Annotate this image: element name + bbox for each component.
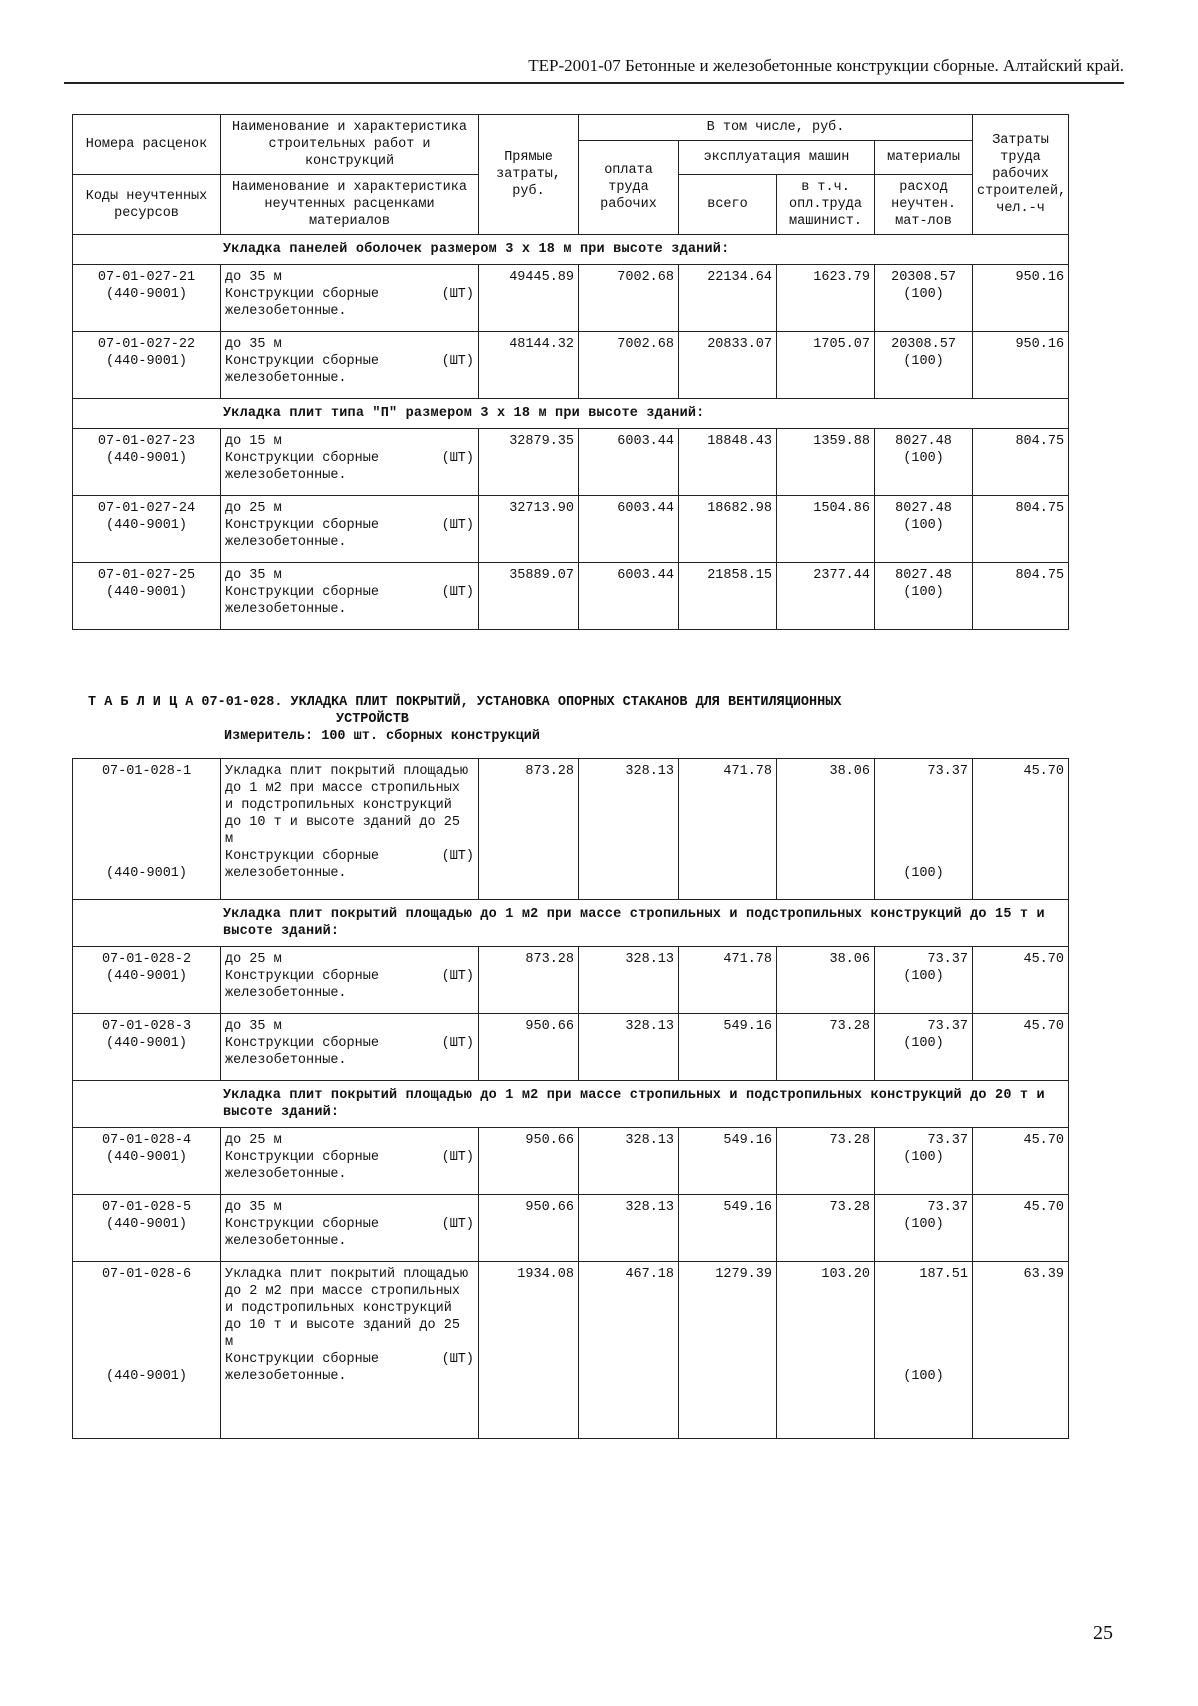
- rate-code: 07-01-028-4: [101, 1133, 192, 1148]
- table-row: [73, 1128, 1069, 1195]
- material-name: Конструкции сборные железобетонные.: [225, 1352, 379, 1384]
- labor-hours: 45.70: [973, 947, 1069, 1014]
- table-row: [73, 947, 1069, 1014]
- machines-total: 471.78: [679, 759, 777, 900]
- col-mach-all: всего: [679, 175, 777, 235]
- unit: (ШТ): [441, 1036, 474, 1051]
- resource-code: (440-9001): [105, 585, 187, 600]
- material-name: Конструкции сборные железобетонные.: [225, 451, 379, 483]
- section-heading: Укладка панелей оболочек размером 3 х 18 м при высоте зданий:: [73, 235, 1069, 265]
- resource-code: (440-9001): [105, 354, 187, 369]
- material-name: Конструкции сборные железобетонные.: [225, 354, 379, 386]
- material-qty: (100): [903, 354, 944, 369]
- labor-hours: 45.70: [973, 1014, 1069, 1081]
- machines-total: 21858.15: [679, 563, 777, 630]
- direct-cost: 950.66: [479, 1014, 579, 1081]
- labor-pay: 328.13: [579, 1014, 679, 1081]
- unit: (ШТ): [441, 518, 474, 533]
- material-name: Конструкции сборные железобетонные.: [225, 1036, 379, 1068]
- machines-operator: 103.20: [777, 1262, 875, 1439]
- unit: (ШТ): [441, 849, 474, 864]
- material-qty: (100): [903, 866, 944, 881]
- direct-cost: 35889.07: [479, 563, 579, 630]
- table-row: [73, 332, 1069, 399]
- direct-cost: 873.28: [479, 759, 579, 900]
- machines-operator: 1705.07: [777, 332, 875, 399]
- labor-pay: 6003.44: [579, 563, 679, 630]
- rates-table-028: [72, 758, 1069, 1439]
- caption-line-2: УСТРОЙСТВ: [336, 712, 409, 727]
- rate-code: 07-01-027-23: [97, 434, 196, 449]
- rate-code: 07-01-027-24: [97, 501, 196, 516]
- rates-table-027: [72, 114, 1069, 630]
- direct-cost: 950.66: [479, 1128, 579, 1195]
- machines-operator: 73.28: [777, 1128, 875, 1195]
- col-direct: Прямые затраты, руб.: [479, 115, 579, 235]
- caption-line-1: Т А Б Л И Ц А 07-01-028. УКЛАДКА ПЛИТ ПОКРЫТИЙ, УСТАНОВКА ОПОРНЫХ СТАКАНОВ ДЛЯ ВЕНТИЛЯЦИОННЫХ: [88, 695, 842, 710]
- table-caption: [88, 694, 1048, 745]
- labor-hours: 63.39: [973, 1262, 1069, 1439]
- resource-code: (440-9001): [105, 1150, 187, 1165]
- col-machines: эксплуатация машин: [679, 141, 875, 175]
- material-qty: (100): [903, 451, 944, 466]
- section-heading: Укладка плит типа "П" размером 3 х 18 м при высоте зданий:: [73, 399, 1069, 429]
- machines-total: 18848.43: [679, 429, 777, 496]
- col-name-top: Наименование и характеристика строительных работ и конструкций: [221, 115, 479, 175]
- machines-total: 20833.07: [679, 332, 777, 399]
- material-name: Конструкции сборные железобетонные.: [225, 1150, 379, 1182]
- machines-total: 549.16: [679, 1128, 777, 1195]
- unit: (ШТ): [441, 451, 474, 466]
- labor-hours: 804.75: [973, 429, 1069, 496]
- rate-code: 07-01-028-1: [101, 764, 192, 779]
- material-qty: (100): [903, 1369, 944, 1384]
- table-row: [73, 496, 1069, 563]
- materials-cost: 73.37: [927, 1019, 968, 1034]
- direct-cost: 873.28: [479, 947, 579, 1014]
- labor-pay: 6003.44: [579, 496, 679, 563]
- material-name: Конструкции сборные железобетонные.: [225, 287, 379, 319]
- materials-cost: 73.37: [927, 1200, 968, 1215]
- resource-code: (440-9001): [105, 1036, 187, 1051]
- resource-code: (440-9001): [105, 518, 187, 533]
- materials-cost: 8027.48: [895, 568, 952, 583]
- table-row: [73, 563, 1069, 630]
- section-heading: Укладка плит покрытий площадью до 1 м2 при массе стропильных и подстропильных конструкций до 20 т и высоте зданий:: [73, 1081, 1069, 1128]
- work-name: до 35 м: [225, 1019, 282, 1034]
- col-name-bottom: Наименование и характеристика неучтенных расценками материалов: [221, 175, 479, 235]
- page-number: 25: [1093, 1622, 1113, 1644]
- labor-pay: 7002.68: [579, 332, 679, 399]
- material-name: Конструкции сборные железобетонные.: [225, 518, 379, 550]
- labor-hours: 804.75: [973, 496, 1069, 563]
- col-mat-use: расход неучтен. мат-лов: [875, 175, 973, 235]
- material-name: Конструкции сборные железобетонные.: [225, 585, 379, 617]
- material-name: Конструкции сборные железобетонные.: [225, 969, 379, 1001]
- direct-cost: 49445.89: [479, 265, 579, 332]
- material-name: Конструкции сборные железобетонные.: [225, 849, 379, 881]
- material-qty: (100): [903, 1217, 944, 1232]
- machines-total: 18682.98: [679, 496, 777, 563]
- materials-cost: 73.37: [927, 952, 968, 967]
- work-name: до 35 м: [225, 1200, 282, 1215]
- running-header: ТЕР-2001-07 Бетонные и железобетонные конструкции сборные. Алтайский край.: [64, 56, 1124, 84]
- labor-hours: 950.16: [973, 332, 1069, 399]
- machines-total: 471.78: [679, 947, 777, 1014]
- rate-code: 07-01-027-25: [97, 568, 196, 583]
- machines-total: 549.16: [679, 1014, 777, 1081]
- labor-hours: 45.70: [973, 759, 1069, 900]
- unit: (ШТ): [441, 1150, 474, 1165]
- work-name: Укладка плит покрытий площадью до 1 м2 при массе стропильных и подстропильных конструкций до 10 т и высоте зданий до 25 м: [225, 764, 469, 847]
- col-incl: В том числе, руб.: [579, 115, 973, 141]
- direct-cost: 950.66: [479, 1195, 579, 1262]
- materials-cost: 20308.57: [891, 337, 956, 352]
- work-name: до 25 м: [225, 501, 282, 516]
- work-name: Укладка плит покрытий площадью до 2 м2 при массе стропильных и подстропильных конструкций до 10 т и высоте зданий до 25 м: [225, 1267, 469, 1350]
- col-codes-top: Номера расценок: [73, 115, 221, 175]
- unit: (ШТ): [441, 354, 474, 369]
- unit: (ШТ): [441, 1352, 474, 1367]
- direct-cost: 1934.08: [479, 1262, 579, 1439]
- col-labor-pay: оплата труда рабочих: [579, 141, 679, 235]
- table-row: [73, 429, 1069, 496]
- unit: (ШТ): [441, 287, 474, 302]
- machines-operator: 73.28: [777, 1014, 875, 1081]
- machines-operator: 38.06: [777, 759, 875, 900]
- work-name: до 35 м: [225, 337, 282, 352]
- rate-code: 07-01-028-5: [101, 1200, 192, 1215]
- machines-operator: 1359.88: [777, 429, 875, 496]
- materials-cost: 8027.48: [895, 434, 952, 449]
- rate-code: 07-01-028-6: [101, 1267, 192, 1282]
- labor-pay: 328.13: [579, 947, 679, 1014]
- work-name: до 35 м: [225, 568, 282, 583]
- materials-cost: 8027.48: [895, 501, 952, 516]
- labor-hours: 804.75: [973, 563, 1069, 630]
- material-qty: (100): [903, 518, 944, 533]
- table-row: [73, 1014, 1069, 1081]
- labor-hours: 45.70: [973, 1128, 1069, 1195]
- labor-pay: 328.13: [579, 1195, 679, 1262]
- direct-cost: 48144.32: [479, 332, 579, 399]
- machines-operator: 1623.79: [777, 265, 875, 332]
- work-name: до 35 м: [225, 270, 282, 285]
- material-qty: (100): [903, 287, 944, 302]
- section-heading: Укладка плит покрытий площадью до 1 м2 при массе стропильных и подстропильных конструкций до 15 т и высоте зданий:: [73, 900, 1069, 947]
- labor-pay: 7002.68: [579, 265, 679, 332]
- material-qty: (100): [903, 1036, 944, 1051]
- unit: (ШТ): [441, 1217, 474, 1232]
- table-row: [73, 759, 1069, 900]
- resource-code: (440-9001): [105, 1369, 187, 1384]
- table-row: [73, 1262, 1069, 1439]
- rate-code: 07-01-028-3: [101, 1019, 192, 1034]
- materials-cost: 73.37: [927, 764, 968, 779]
- caption-meter: Измеритель: 100 шт. сборных конструкций: [224, 729, 540, 744]
- labor-pay: 328.13: [579, 1128, 679, 1195]
- unit: (ШТ): [441, 969, 474, 984]
- resource-code: (440-9001): [105, 969, 187, 984]
- rate-code: 07-01-027-22: [97, 337, 196, 352]
- labor-pay: 467.18: [579, 1262, 679, 1439]
- direct-cost: 32713.90: [479, 496, 579, 563]
- labor-hours: 950.16: [973, 265, 1069, 332]
- resource-code: (440-9001): [105, 451, 187, 466]
- labor-pay: 328.13: [579, 759, 679, 900]
- work-name: до 25 м: [225, 1133, 282, 1148]
- machines-operator: 2377.44: [777, 563, 875, 630]
- work-name: до 15 м: [225, 434, 282, 449]
- resource-code: (440-9001): [105, 866, 187, 881]
- rate-code: 07-01-027-21: [97, 270, 196, 285]
- resource-code: (440-9001): [105, 287, 187, 302]
- material-qty: (100): [903, 969, 944, 984]
- col-mach-incl: в т.ч. опл.труда машинист.: [777, 175, 875, 235]
- machines-total: 549.16: [679, 1195, 777, 1262]
- machines-operator: 73.28: [777, 1195, 875, 1262]
- table-row: [73, 1195, 1069, 1262]
- col-materials: материалы: [875, 141, 973, 175]
- materials-cost: 187.51: [919, 1267, 968, 1282]
- col-labor: Затраты труда рабочих строителей, чел.-ч: [973, 115, 1069, 235]
- machines-operator: 38.06: [777, 947, 875, 1014]
- machines-total: 1279.39: [679, 1262, 777, 1439]
- materials-cost: 73.37: [927, 1133, 968, 1148]
- machines-total: 22134.64: [679, 265, 777, 332]
- material-name: Конструкции сборные железобетонные.: [225, 1217, 379, 1249]
- machines-operator: 1504.86: [777, 496, 875, 563]
- material-qty: (100): [903, 1150, 944, 1165]
- rate-code: 07-01-028-2: [101, 952, 192, 967]
- materials-cost: 20308.57: [891, 270, 956, 285]
- unit: (ШТ): [441, 585, 474, 600]
- material-qty: (100): [903, 585, 944, 600]
- resource-code: (440-9001): [105, 1217, 187, 1232]
- labor-pay: 6003.44: [579, 429, 679, 496]
- table-row: [73, 265, 1069, 332]
- labor-hours: 45.70: [973, 1195, 1069, 1262]
- direct-cost: 32879.35: [479, 429, 579, 496]
- work-name: до 25 м: [225, 952, 282, 967]
- col-codes-bottom: Коды неучтенных ресурсов: [73, 175, 221, 235]
